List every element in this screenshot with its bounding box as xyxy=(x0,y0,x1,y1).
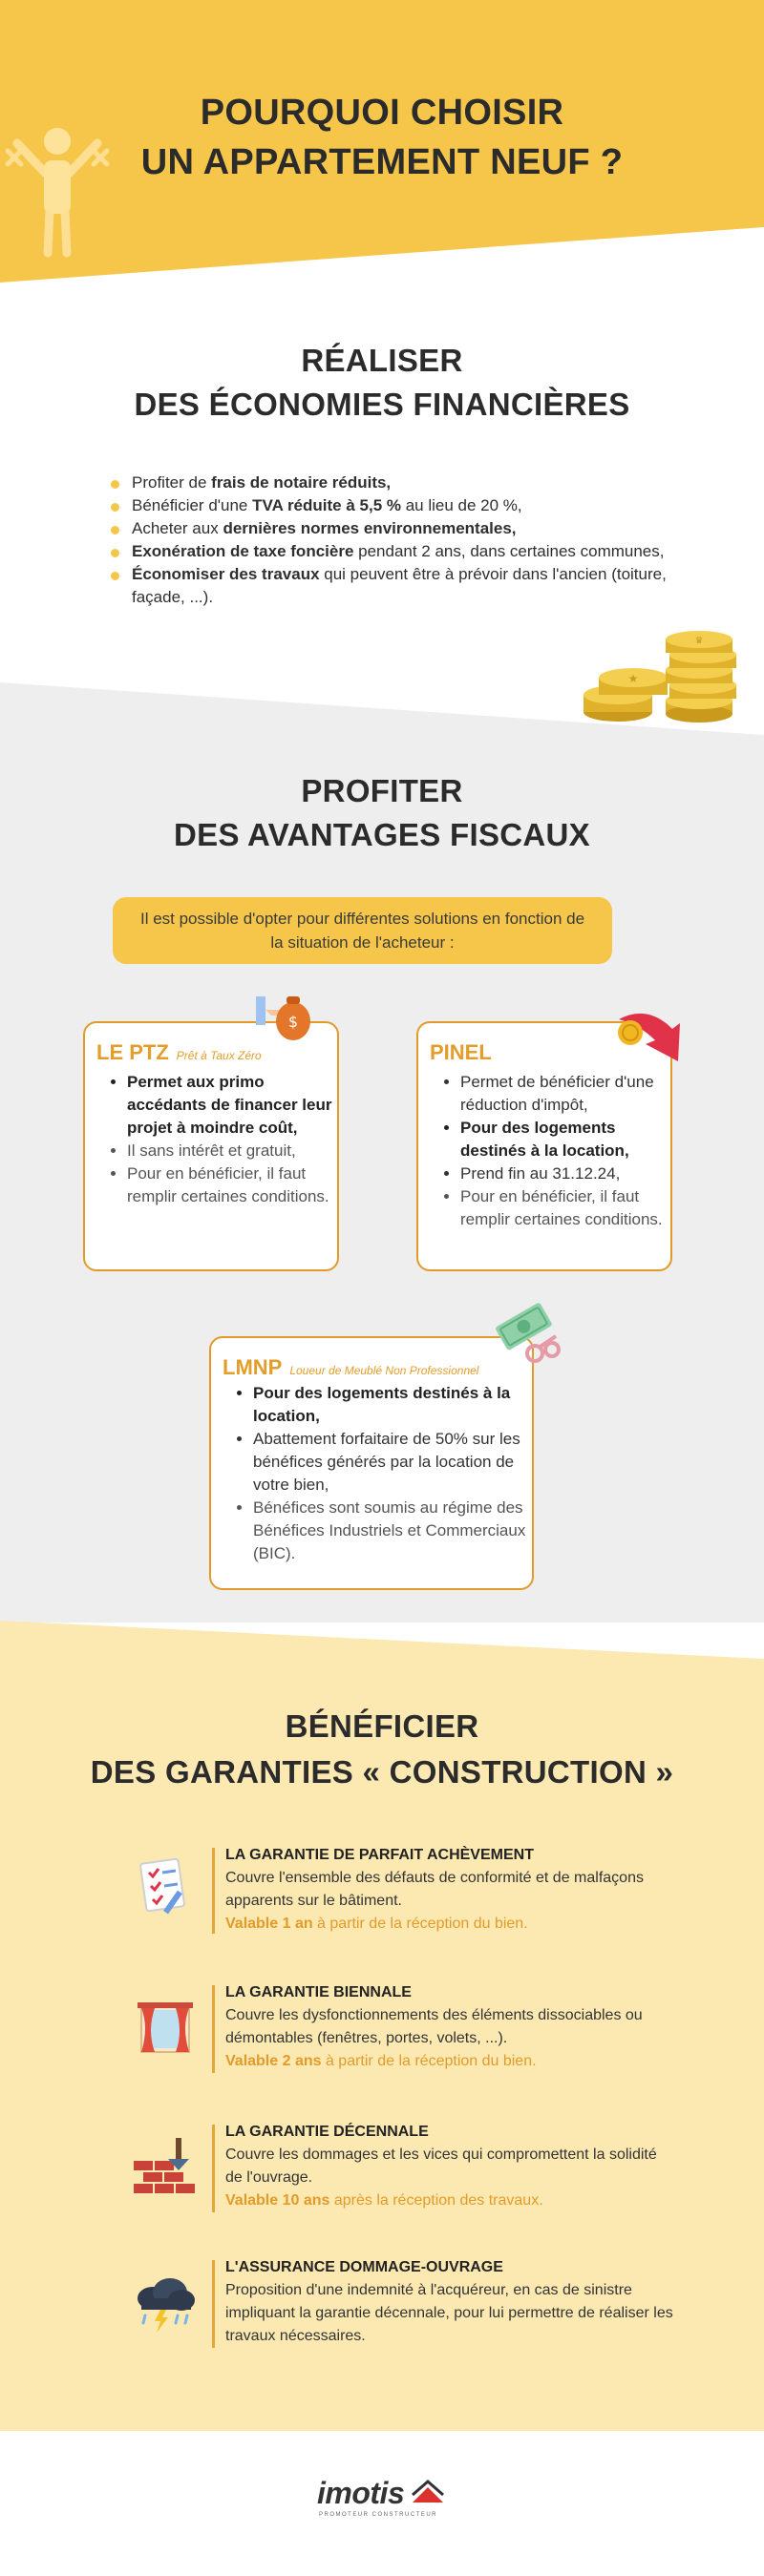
assurance-dommage-ouvrage xyxy=(225,2256,674,2348)
garantie-validity: Valable 2 ans à partir de la réception du bien. xyxy=(225,2053,537,2069)
garantie-description: Couvre les dommages et les vices qui compromettent la solidité de l'ouvrage. xyxy=(225,2147,657,2186)
fiscal-title-line2: DES AVANTAGES FISCAUX xyxy=(174,817,590,852)
ptz-subtitle: Prêt à Taux Zéro xyxy=(176,1049,262,1062)
garantie-description: Proposition d'une indemnité à l'acquéreur, en cas de sinistre impliquant la garantie décennale, pour lui permettre de réaliser les travaux nécessaires. xyxy=(225,2282,673,2344)
page-title-line2: UN APPARTEMENT NEUF ? xyxy=(140,142,624,182)
logo-tagline: PROMOTEUR CONSTRUCTEUR xyxy=(319,2512,437,2518)
brick-wall-trowel-icon xyxy=(132,2134,199,2201)
money-bag-hand-icon xyxy=(250,989,317,1048)
fiscal-title-line1: PROFITER xyxy=(301,773,463,808)
lmnp-card-header xyxy=(223,1355,478,1380)
pinel-title: PINEL xyxy=(430,1040,492,1064)
svg-text:♛: ♛ xyxy=(694,636,704,646)
storm-cloud-icon xyxy=(132,2270,199,2336)
list-item: Profiter de frais de notaire réduits, xyxy=(107,471,670,494)
garantie-title: LA GARANTIE DÉCENNALE xyxy=(225,2124,429,2140)
gold-coins-icon xyxy=(578,618,740,731)
list-item: Acheter aux dernières normes environnementales, xyxy=(107,517,670,540)
fiscal-intro-text: Il est possible d'opter pour différentes solutions en fonction de la situation de l'acheteur : xyxy=(139,910,585,952)
list-item: • Pour en bénéficier, il faut remplir certaines conditions. xyxy=(127,1162,342,1208)
list-item: • Bénéfices sont soumis au régime des Bénéfices Industriels et Commerciaux (BIC). xyxy=(253,1497,530,1565)
window-curtains-icon xyxy=(132,1997,199,2063)
pinel-card-header xyxy=(430,1040,492,1065)
garantie-title: LA GARANTIE DE PARFAIT ACHÈVEMENT xyxy=(225,1847,534,1863)
checklist-icon xyxy=(132,1853,199,1920)
garantie-divider xyxy=(212,2125,215,2212)
garantie-parfait-achevement xyxy=(225,1844,674,1936)
list-item: • Permet de bénéficier d'une réduction d'impôt, xyxy=(460,1071,680,1117)
garantie-description: Couvre l'ensemble des défauts de conformité et de malfaçons apparents sur le bâtiment. xyxy=(225,1870,644,1909)
svg-text:$: $ xyxy=(287,1013,299,1031)
tax-down-arrow-icon xyxy=(615,1006,690,1069)
economies-title xyxy=(0,339,764,427)
garantie-divider xyxy=(212,1985,215,2073)
list-item: Économiser des travaux qui peuvent être à prévoir dans l'ancien (toiture, façade, ...). xyxy=(107,563,670,609)
imotis-logo[interactable] xyxy=(315,2476,449,2524)
header-banner xyxy=(0,0,764,286)
logo-roof-icon xyxy=(411,2480,445,2504)
ptz-title: LE PTZ xyxy=(96,1040,169,1064)
garanties-title xyxy=(0,1704,764,1795)
list-item: • Pour des logements destinés à la location, xyxy=(460,1117,680,1162)
ptz-card-header xyxy=(96,1040,262,1065)
economies-list xyxy=(107,471,670,609)
fiscal-title xyxy=(0,769,764,857)
ptz-card xyxy=(83,1021,339,1271)
list-item: Exonération de taxe foncière pendant 2 ans, dans certaines communes, xyxy=(107,540,670,563)
lmnp-title: LMNP xyxy=(223,1355,283,1379)
garantie-biennale xyxy=(225,1981,674,2073)
list-item: • Abattement forfaitaire de 50% sur les bénéfices générés par la location de votre bien, xyxy=(253,1428,530,1497)
garanties-title-line1: BÉNÉFICIER xyxy=(285,1708,479,1744)
lmnp-subtitle: Loueur de Meublé Non Professionnel xyxy=(289,1364,479,1377)
money-keys-icon xyxy=(489,1298,571,1371)
list-item: Bénéficier d'une TVA réduite à 5,5 % au lieu de 20 %, xyxy=(107,494,670,517)
garantie-validity: Valable 10 ans après la réception des travaux. xyxy=(225,2192,543,2209)
list-item: • Permet aux primo accédants de financer leur projet à moindre coût, xyxy=(127,1071,342,1140)
garantie-description: Couvre les dysfonctionnements des éléments dissociables ou démontables (fenêtres, portes, volets, ...). xyxy=(225,2007,643,2046)
economies-title-line2: DES ÉCONOMIES FINANCIÈRES xyxy=(134,387,630,422)
lmnp-list xyxy=(236,1382,530,1565)
garanties-title-line2: DES GARANTIES « CONSTRUCTION » xyxy=(90,1754,674,1790)
ptz-list xyxy=(110,1071,342,1208)
svg-text:★: ★ xyxy=(627,672,639,685)
economies-title-line1: RÉALISER xyxy=(301,343,463,378)
lmnp-card xyxy=(209,1336,534,1590)
garantie-title: L'ASSURANCE DOMMAGE-OUVRAGE xyxy=(225,2259,503,2275)
pinel-list xyxy=(443,1071,680,1231)
list-item: • Il sans intérêt et gratuit, xyxy=(127,1140,342,1162)
logo-wordmark: imotis xyxy=(317,2476,405,2510)
garantie-decennale xyxy=(225,2121,674,2212)
list-item: • Pour des logements destinés à la location, xyxy=(253,1382,530,1428)
garantie-divider xyxy=(212,2260,215,2348)
page-title-line1: POURQUOI CHOISIR xyxy=(200,93,564,133)
garantie-validity: Valable 1 an à partir de la réception du bien. xyxy=(225,1916,528,1932)
fiscal-intro-box xyxy=(113,897,612,964)
yellow-band-top xyxy=(0,1621,764,1678)
page-title xyxy=(0,88,764,187)
list-item: • Pour en bénéficier, il faut remplir certaines conditions. xyxy=(460,1185,680,1231)
garantie-divider xyxy=(212,1848,215,1934)
list-item: • Prend fin au 31.12.24, xyxy=(460,1162,680,1185)
garantie-title: LA GARANTIE BIENNALE xyxy=(225,1984,412,2000)
